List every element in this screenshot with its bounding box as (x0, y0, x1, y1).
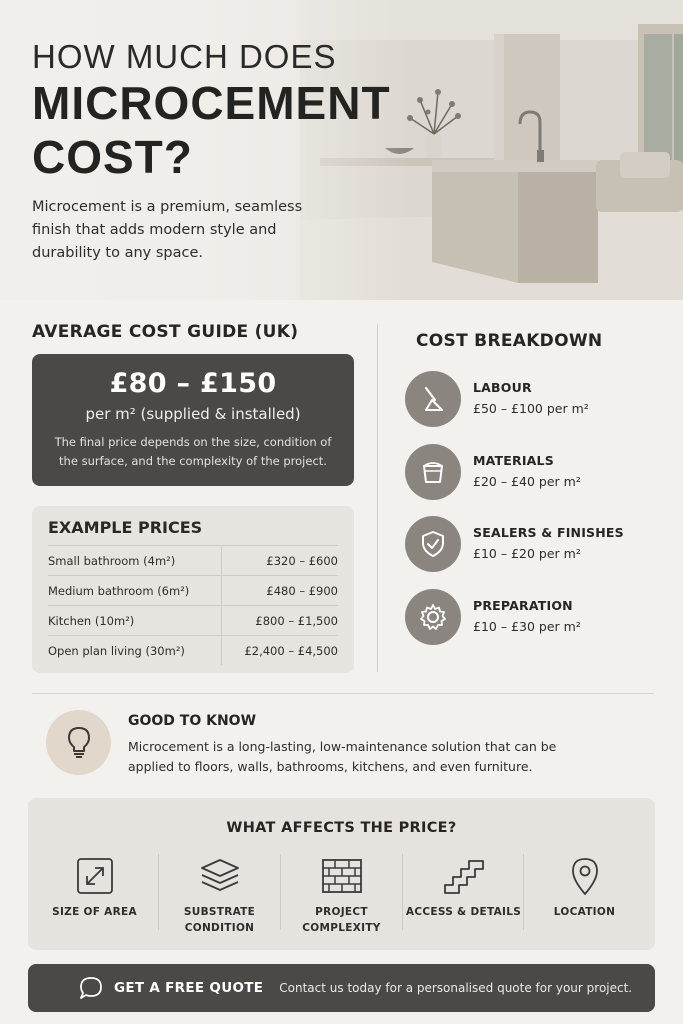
breakdown-name: MATERIALS (473, 453, 554, 468)
brick-wall-icon (281, 854, 402, 898)
breakdown-value: £20 – £40 per m² (473, 474, 581, 489)
table-row (48, 605, 338, 635)
breakdown-value: £10 – £30 per m² (473, 619, 581, 634)
lightbulb-icon (46, 710, 111, 775)
factor-project-complexity (281, 854, 402, 936)
row-price: £2,400 – £4,500 (244, 643, 338, 658)
title-line-2: MICROCEMENT (32, 77, 391, 129)
price-card (32, 354, 354, 486)
table-row (48, 575, 338, 605)
example-prices-panel (32, 506, 354, 673)
bucket-icon (405, 444, 461, 500)
factor-substrate-condition (159, 854, 280, 936)
get-quote-banner[interactable] (28, 964, 655, 1012)
section-divider (32, 693, 654, 694)
good-to-know-title: GOOD TO KNOW (128, 713, 257, 729)
row-price: £800 – £1,500 (255, 613, 338, 628)
breakdown-item-sealers (405, 516, 645, 572)
cost-breakdown-title: COST BREAKDOWN (416, 331, 603, 351)
resize-arrows-icon (34, 854, 155, 898)
row-label: Medium bathroom (6m²) (48, 576, 222, 605)
layers-icon (159, 854, 280, 898)
factor-label: SIZE OF AREA (52, 906, 137, 918)
breakdown-value: £10 – £20 per m² (473, 546, 581, 561)
table-row (48, 545, 338, 575)
page-title (32, 38, 391, 184)
factor-label: LOCATION (553, 906, 616, 918)
factor-access-details (403, 854, 524, 936)
price-note: The final price depends on the size, condition of the surface, and the complexity of the project. (54, 435, 332, 468)
hero-section (0, 0, 683, 300)
row-price: £320 – £600 (266, 553, 338, 568)
good-to-know-text: Microcement is a long-lasting, low-maintenance solution that can be applied to floors, walls, bathrooms, kitchens, and even furniture. (128, 739, 557, 774)
factor-label: ACCESS & DETAILS (405, 906, 522, 918)
breakdown-name: SEALERS & FINISHES (473, 525, 624, 540)
cost-guide-title: AVERAGE COST GUIDE (UK) (32, 322, 299, 342)
price-unit: per m² (supplied & installed) (85, 405, 301, 423)
row-price: £480 – £900 (266, 583, 338, 598)
get-quote-label[interactable]: GET A FREE QUOTE (114, 980, 264, 996)
table-row (48, 635, 338, 665)
factor-label: SUBSTRATE CONDITION (183, 906, 256, 934)
price-factors-panel (28, 798, 655, 950)
gear-icon (405, 589, 461, 645)
breakdown-item-labour (405, 371, 645, 427)
row-label: Kitchen (10m²) (48, 606, 222, 635)
factor-label: PROJECT COMPLEXITY (302, 906, 381, 934)
row-label: Open plan living (30m²) (48, 636, 222, 665)
chat-bubble-icon (78, 975, 104, 1001)
hero-intro: Microcement is a premium, seamless finish that adds modern style and durability to any space. (32, 199, 303, 261)
map-pin-icon (524, 854, 645, 898)
breakdown-value: £50 – £100 per m² (473, 401, 589, 416)
trowel-icon (405, 371, 461, 427)
breakdown-item-materials (405, 444, 645, 500)
price-range: £80 – £150 (109, 368, 277, 399)
row-label: Small bathroom (4m²) (48, 546, 222, 575)
example-prices-title: EXAMPLE PRICES (48, 518, 203, 537)
title-line-1: HOW MUCH DOES (32, 38, 337, 75)
price-factors-title: WHAT AFFECTS THE PRICE? (226, 820, 457, 836)
title-line-3: COST? (32, 131, 193, 183)
breakdown-name: PREPARATION (473, 598, 573, 613)
column-divider (377, 324, 378, 672)
stairs-icon (403, 854, 524, 898)
breakdown-item-preparation (405, 589, 645, 645)
factor-location (524, 854, 645, 936)
shield-check-icon (405, 516, 461, 572)
breakdown-name: LABOUR (473, 380, 532, 395)
factor-size-of-area (34, 854, 155, 936)
get-quote-text: Contact us today for a personalised quote for your project. (279, 981, 633, 995)
